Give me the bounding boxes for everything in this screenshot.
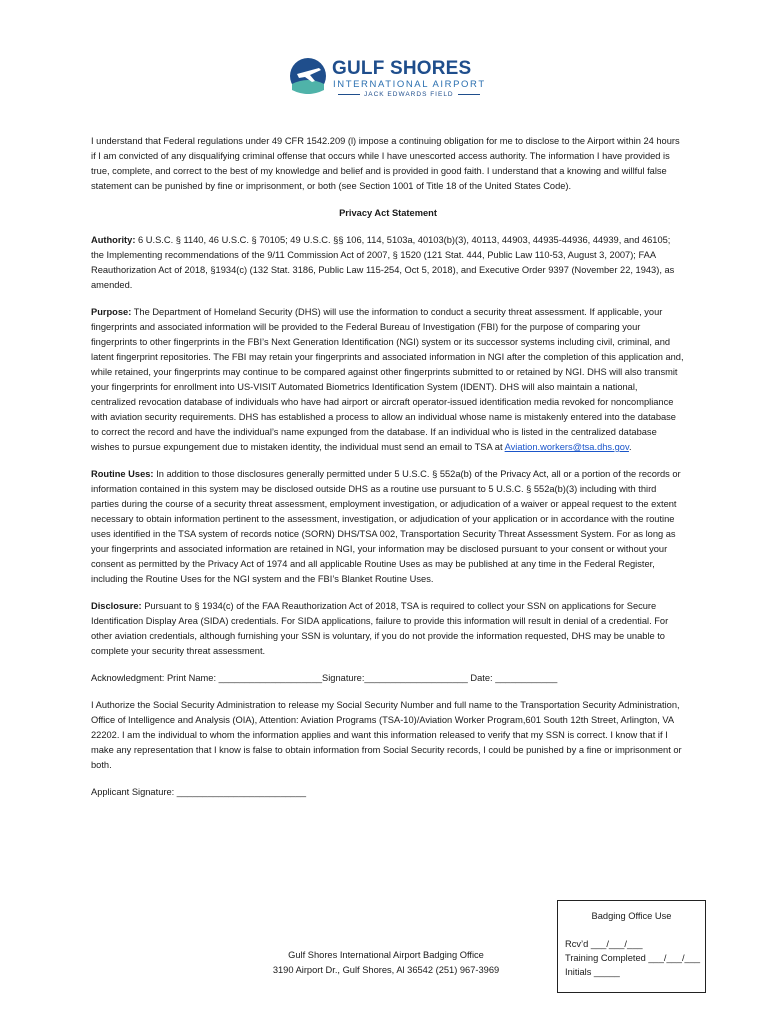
airport-logo	[288, 54, 488, 104]
logo-name: GULF SHORES	[332, 58, 472, 79]
rcvd-field[interactable]: Rcv’d ___/___/___	[565, 939, 643, 949]
disclosure-paragraph	[91, 599, 685, 659]
purpose-end: .	[628, 442, 632, 452]
purpose-paragraph	[91, 305, 685, 455]
badging-office-fields	[565, 937, 700, 979]
logo-subtitle: INTERNATIONAL AIRPORT	[333, 79, 486, 90]
airplane-logo-icon	[288, 54, 328, 100]
badging-office-use-title: Badging Office Use	[591, 911, 672, 921]
disclosure-label: Disclosure:	[91, 601, 142, 611]
routine-uses-label: Routine Uses:	[91, 469, 154, 479]
purpose-text: The Department of Homeland Security (DHS) will use the information to conduct a security threat assessment. If applicable, your fingerprints and associated information will be provided to the Federal Bureau of Investigation (FBI) for the purpose of comparing your fingerprints to other fingerprints in the FBI’s Next Generation Identification (NGI) system or its successor systems including civil, criminal, and latent fingerprint repositories. The FBI may retain your fingerprints and associated information in NGI after the completion of this application and, while retained, your fingerprints may continue to be compared against other fingerprints submitted to or retained by NGI. DHS will also transmit your fingerprints for enrollment into US-VISIT Automated Biometrics Identification System (IDENT). DHS will also maintain a national, centralized revocation database of individuals who have had airport or aircraft operator-issued identification media revoked for noncompliance with aviation security requirements. DHS has established a process to allow an individual whose name is mistakenly entered into the database to correct the record and have the individual’s name expunged from the database. If an individual who is listed in the centralized database wishes to pursue expungement due to mistaken identity, the individual must send an email to TSA at	[91, 307, 684, 452]
routine-uses-paragraph	[91, 467, 685, 587]
purpose-label: Purpose:	[91, 307, 132, 317]
acknowledgment-line[interactable]: Acknowledgment: Print Name: ____________________Signature:____________________ Date: ____________	[91, 673, 558, 683]
ssa-authorization-paragraph: I Authorize the Social Security Administration to release my Social Security Number and full name to the Transportation Security Administration, Office of Intelligence and Analysis (OIA), Attention: Aviation Programs (TSA-10)/Aviation Worker Program,601 South 12th Street, Arlington, VA 22202. I am the individual to whom the information applies and want this information released to verify that my SSN is correct. I know that if I make any representation that I know is false to obtain information from Social Security records, I could be punished by a fine or imprisonment or both.	[91, 700, 682, 770]
authority-paragraph	[91, 233, 685, 293]
intro-paragraph: I understand that Federal regulations under 49 CFR 1542.209 (l) impose a continuing obligation for me to disclose to the Airport within 24 hours if I am convicted of any disqualifying criminal offense that occurs while I have unescorted access authority. The information I have provided is true, complete, and correct to the best of my knowledge and belief and is provided in good faith. I understand that a knowing and willful false statement can be punished by fine or imprisonment, or both (see Section 1001 of Title 18 of the United States Code).	[91, 136, 680, 191]
routine-uses-text: In addition to those disclosures generally permitted under 5 U.S.C. § 552a(b) of the Privacy Act, all or a portion of the records or information contained in this system may be disclosed outside DHS as a routine use pursuant to 5 U.S.C. § 552a(b)(3) including with third parties during the course of a security threat assessment, employment investigation, or adjudication of a waiver or appeal request to the extent necessary to obtain information pertinent to the assessment, investigation, or adjudication of your application or in accordance with the routine uses identified in the TSA system of records notice (SORN) DHS/TSA 002, Transportation Security Threat Assessment System. For as long as your fingerprints and associated information are retained in NGI, your information may be disclosed pursuant to your consent or without your consent as permitted by the Privacy Act of 1974 and all applicable Routine Uses as may be published at any time in the Federal Register, including the Routine Uses for the NGI system and the FBI’s Blanket Routine Uses.	[91, 469, 681, 584]
footer-line-2: 3190 Airport Dr., Gulf Shores, Al 36542 (251) 967-3969	[272, 965, 500, 975]
document-body	[91, 134, 685, 812]
privacy-act-heading: Privacy Act Statement	[339, 208, 437, 218]
tsa-email-link[interactable]: Aviation.workers@tsa.dhs.gov	[504, 442, 629, 452]
disclosure-text: Pursuant to § 1934(c) of the FAA Reauthorization Act of 2018, TSA is required to collect your SSN on applications for Secure Identification Display Area (SIDA) credentials. For SIDA applications, failure to provide this information will result in denial of a credential. For other aviation credentials, although furnishing your SSN is voluntary, if you do not provide the information requested, DHS may be unable to complete your security threat assessment.	[91, 601, 669, 656]
authority-label: Authority:	[91, 235, 136, 245]
logo-field: JACK EDWARDS FIELD	[334, 91, 484, 98]
initials-field[interactable]: Initials _____	[565, 967, 620, 977]
training-completed-field[interactable]: Training Completed ___/___/___	[565, 953, 701, 963]
badging-office-address	[246, 948, 526, 978]
footer-line-1: Gulf Shores International Airport Badging Office	[288, 950, 484, 960]
authority-text: 6 U.S.C. § 1140, 46 U.S.C. § 70105; 49 U.S.C. §§ 106, 114, 5103a, 40103(b)(3), 40113, 44903, 44935-44936, 44939, and 46105; the Implementing recommendations of the 9/11 Commission Act of 2007, § 1520 (121 Stat. 444, Public Law 110-53, August 3, 2007); FAA Reauthorization Act of 2018, §1934(c) (132 Stat. 3186, Public Law 115-254, Oct 5, 2018), and Executive Order 9397 (November 22, 1943), as amended.	[91, 235, 675, 290]
badging-office-use-box	[557, 900, 706, 993]
applicant-signature-line[interactable]: Applicant Signature: _________________________	[91, 787, 307, 797]
